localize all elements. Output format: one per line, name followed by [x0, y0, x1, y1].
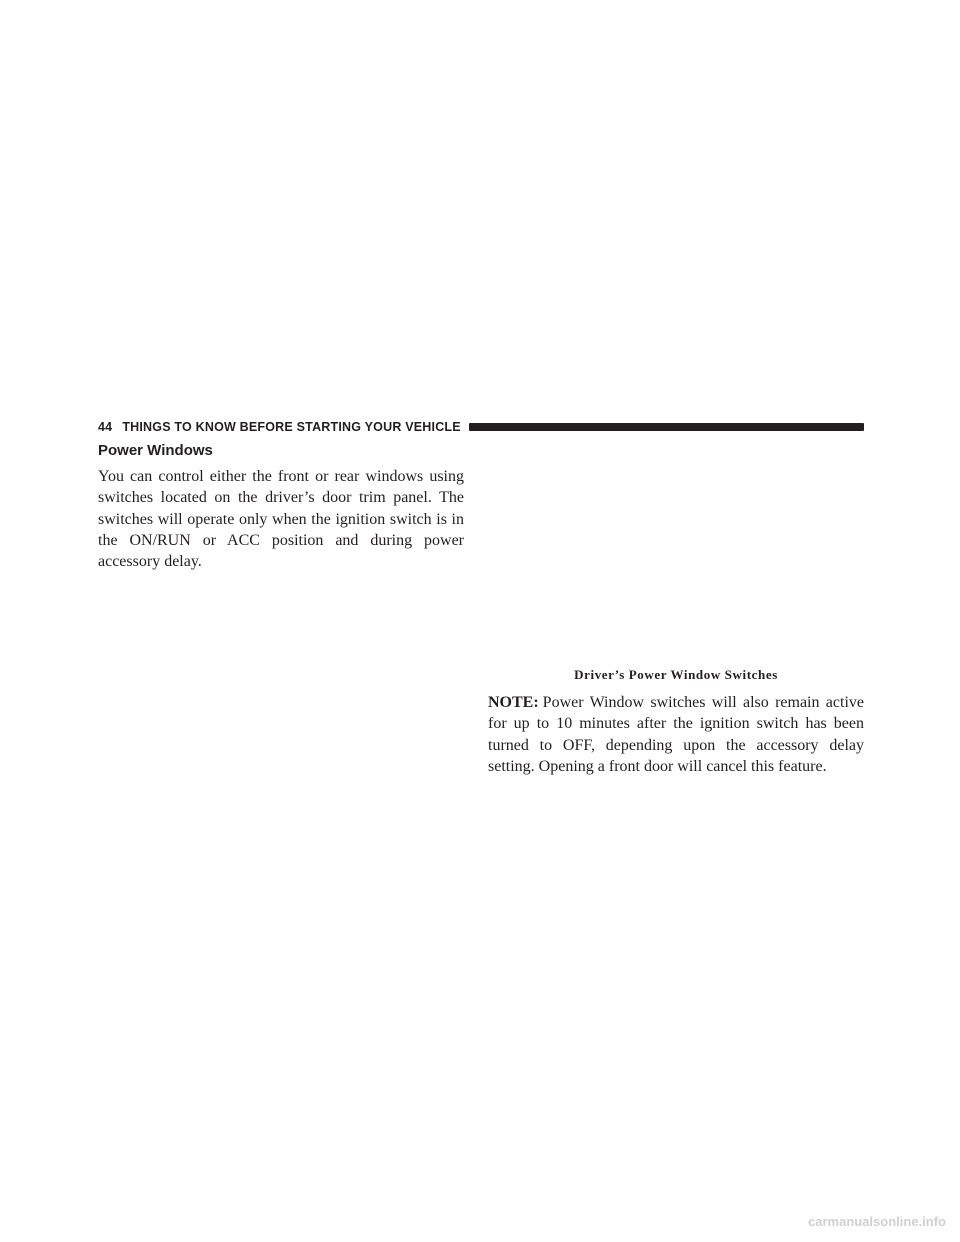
- watermark-logo: [686, 1214, 946, 1228]
- note-text: Power Window switches will also remain active for up to 10 minutes after the ignition switch has been turned to OFF, depending upon the accessory delay setting. Opening a front door will cancel this feature.: [488, 694, 864, 775]
- body-paragraph: You can control either the front or rear windows using switches located on the driver’s door trim panel. The switches will operate only when the ignition switch is in the ON/RUN or ACC position and during power accessory delay.: [98, 468, 464, 571]
- figure-caption: Driver’s Power Window Switches: [574, 667, 778, 682]
- page-number: 44: [98, 420, 113, 434]
- watermark-text: carmanualsonline.info: [808, 1214, 946, 1228]
- page-header: [98, 419, 864, 435]
- note-paragraph: [488, 692, 864, 777]
- header-rule: [469, 423, 864, 431]
- figure-image: [488, 442, 864, 658]
- section-heading: Power Windows: [98, 442, 213, 459]
- note-label: NOTE:: [488, 694, 539, 711]
- section-title: THINGS TO KNOW BEFORE STARTING YOUR VEHICLE: [122, 420, 461, 434]
